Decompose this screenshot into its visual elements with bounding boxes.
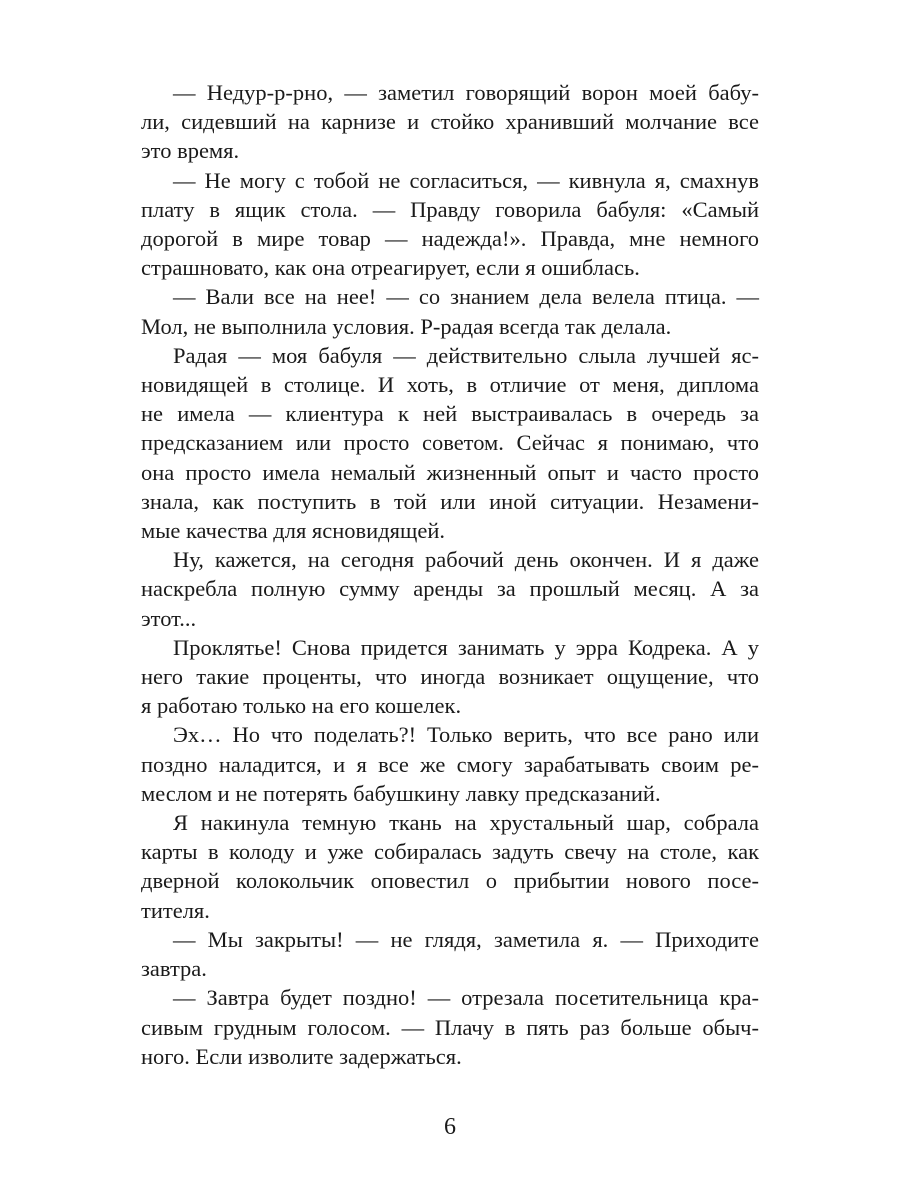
paragraph-7	[141, 720, 759, 808]
text-line: карты в колоду и уже собиралась задуть свечу на столе, как	[141, 839, 759, 865]
text-line: Проклятье! Снова придется занимать у эрра Кодрека. А у	[173, 634, 759, 660]
text-line: Радая — моя бабуля — действительно слыла лучшей яс-	[173, 342, 759, 368]
paragraph-10	[141, 983, 759, 1071]
text-line: это время.	[141, 138, 240, 164]
text-line: не имела — клиентура к ней выстраивалась в очередь за	[141, 401, 759, 427]
paragraph-6	[141, 633, 759, 721]
text-line: она просто имела немалый жизненный опыт и часто просто	[141, 459, 759, 485]
text-line: сивым грудным голосом. — Плачу в пять раз больше обыч-	[141, 1014, 759, 1040]
paragraph-8	[141, 808, 759, 925]
text-line: дорогой в мире товар — надежда!». Правда, мне немного	[141, 226, 759, 252]
text-line: мые качества для ясновидящей.	[141, 518, 445, 544]
text-line: него такие проценты, что иногда возникает ощущение, что	[141, 664, 759, 690]
text-line: тителя.	[141, 897, 210, 923]
text-line: ного. Если изволите задержаться.	[141, 1043, 462, 1069]
text-line: Ну, кажется, на сегодня рабочий день окончен. И я даже	[173, 547, 759, 573]
text-line: плату в ящик стола. — Правду говорила бабуля: «Самый	[141, 196, 759, 222]
paragraph-2	[141, 166, 759, 283]
text-line: дверной колокольчик оповестил о прибытии нового посе-	[141, 868, 759, 894]
text-line: ли, сидевший на карнизе и стойко хранивший молчание все	[141, 109, 759, 135]
text-line: этот...	[141, 605, 197, 631]
text-line: я работаю только на его кошелек.	[141, 693, 462, 719]
text-line: Эх… Но что поделать?! Только верить, что все рано или	[173, 722, 759, 748]
text-line: Я накинула темную ткань на хрустальный шар, собрала	[173, 810, 759, 836]
text-line: предсказанием или просто советом. Сейчас я понимаю, что	[141, 430, 759, 456]
text-line: — Не могу с тобой не согласиться, — кивнула я, смахнув	[173, 167, 759, 193]
paragraph-3	[141, 282, 759, 340]
book-page-text	[141, 78, 759, 1071]
text-line: — Завтра будет поздно! — отрезала посетительница кра-	[173, 985, 759, 1011]
text-line: — Вали все на нее! — со знанием дела велела птица. —	[173, 284, 759, 310]
paragraph-1	[141, 78, 759, 166]
text-line: знала, как поступить в той или иной ситуации. Незамени-	[141, 488, 759, 514]
text-line: страшновато, как она отреагирует, если я ошиблась.	[141, 255, 640, 281]
text-line: наскребла полную сумму аренды за прошлый месяц. А за	[141, 576, 759, 602]
text-line: меслом и не потерять бабушкину лавку предсказаний.	[141, 780, 661, 806]
text-line: — Недур-р-рно, — заметил говорящий ворон моей бабу-	[173, 80, 759, 105]
text-line: поздно наладится, и я все же смогу зарабатывать своим ре-	[141, 751, 759, 777]
text-line: завтра.	[141, 956, 207, 982]
text-line: — Мы закрыты! — не глядя, заметила я. — Приходите	[173, 926, 759, 952]
page-number: 6	[444, 1114, 456, 1140]
text-line: новидящей в столице. И хоть, в отличие от меня, диплома	[141, 372, 759, 398]
paragraph-4	[141, 341, 759, 545]
paragraph-5	[141, 545, 759, 633]
paragraph-9	[141, 925, 759, 983]
text-line: Мол, не выполнила условия. Р-радая всегда так делала.	[141, 313, 672, 339]
